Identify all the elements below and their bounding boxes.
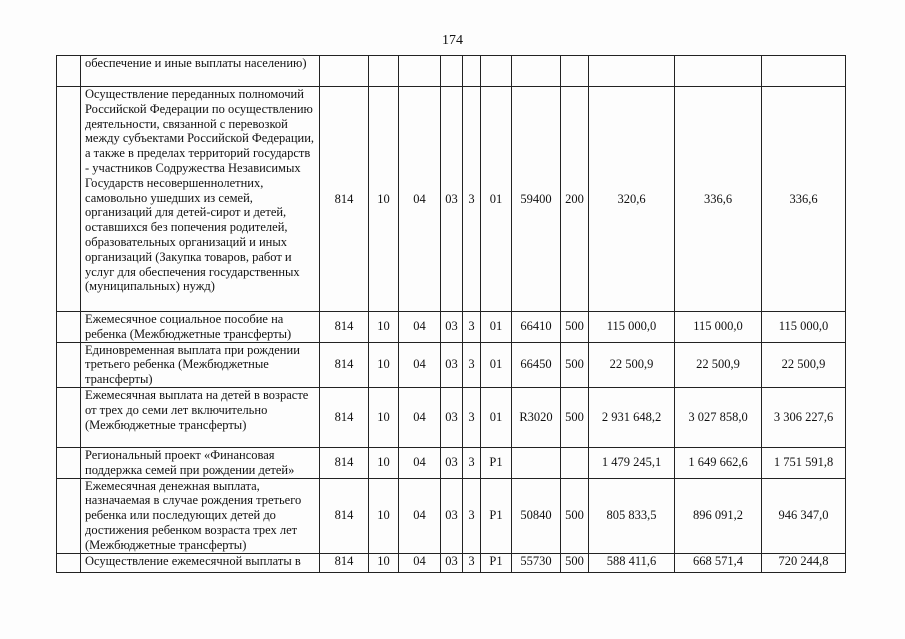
expense-type-cell: 500 [561, 553, 589, 572]
sum-year-2-cell: 115 000,0 [675, 312, 762, 343]
ministry-code-cell: 814 [320, 87, 369, 312]
expense-type-cell: 500 [561, 342, 589, 387]
direction-code-cell: 59400 [512, 87, 561, 312]
event-code-cell: P1 [481, 553, 512, 572]
expense-type-cell: 500 [561, 387, 589, 447]
sum-year-2-cell: 3 027 858,0 [675, 387, 762, 447]
direction-code-cell: R3020 [512, 387, 561, 447]
sum-year-1-cell: 1 479 245,1 [589, 447, 675, 478]
ministry-code-cell: 814 [320, 312, 369, 343]
section-code-cell: 10 [369, 312, 399, 343]
subprogram-code-cell: 3 [463, 447, 481, 478]
row-name-cell: обеспечение и иные выплаты населению) [81, 56, 320, 87]
subsection-code-cell [399, 56, 441, 87]
event-code-cell: 01 [481, 387, 512, 447]
ministry-code-cell [320, 56, 369, 87]
event-code-cell [481, 56, 512, 87]
subprogram-code-cell: 3 [463, 342, 481, 387]
sum-year-3-cell [762, 56, 846, 87]
table-row [57, 312, 846, 343]
budget-table [56, 55, 846, 573]
section-code-cell [369, 56, 399, 87]
subprogram-code-cell: 3 [463, 87, 481, 312]
sum-year-2-cell: 336,6 [675, 87, 762, 312]
program-code-cell: 03 [441, 87, 463, 312]
sum-year-2-cell: 1 649 662,6 [675, 447, 762, 478]
program-code-cell: 03 [441, 447, 463, 478]
section-code-cell: 10 [369, 447, 399, 478]
table-row [57, 447, 846, 478]
row-marker-cell [57, 387, 81, 447]
ministry-code-cell: 814 [320, 387, 369, 447]
sum-year-3-cell: 336,6 [762, 87, 846, 312]
subsection-code-cell: 04 [399, 447, 441, 478]
sum-year-1-cell: 22 500,9 [589, 342, 675, 387]
expense-type-cell: 200 [561, 87, 589, 312]
row-marker-cell [57, 447, 81, 478]
expense-type-cell [561, 447, 589, 478]
row-marker-cell [57, 312, 81, 343]
row-marker-cell [57, 56, 81, 87]
ministry-code-cell: 814 [320, 478, 369, 553]
sum-year-3-cell: 946 347,0 [762, 478, 846, 553]
sum-year-2-cell: 668 571,4 [675, 553, 762, 572]
direction-code-cell: 66410 [512, 312, 561, 343]
program-code-cell [441, 56, 463, 87]
sum-year-1-cell: 588 411,6 [589, 553, 675, 572]
expense-type-cell: 500 [561, 478, 589, 553]
section-code-cell: 10 [369, 342, 399, 387]
sum-year-2-cell [675, 56, 762, 87]
subsection-code-cell: 04 [399, 478, 441, 553]
page-number: 174 [442, 33, 463, 48]
sum-year-1-cell: 2 931 648,2 [589, 387, 675, 447]
ministry-code-cell: 814 [320, 342, 369, 387]
direction-code-cell: 50840 [512, 478, 561, 553]
row-name-cell: Единовременная выплата при рождении третьего ребенка (Межбюджетные трансферты) [81, 342, 320, 387]
subsection-code-cell: 04 [399, 342, 441, 387]
section-code-cell: 10 [369, 478, 399, 553]
direction-code-cell [512, 56, 561, 87]
row-name-cell: Ежемесячная выплата на детей в возрасте от трех до семи лет включительно (Межбюджетные трансферты) [81, 387, 320, 447]
event-code-cell: 01 [481, 87, 512, 312]
program-code-cell: 03 [441, 387, 463, 447]
sum-year-1-cell: 115 000,0 [589, 312, 675, 343]
row-name-cell: Ежемесячная денежная выплата, назначаемая в случае рождения третьего ребенка или последующих детей до достижения ребенком возраста трех лет (Межбюджетные трансферты) [81, 478, 320, 553]
program-code-cell: 03 [441, 342, 463, 387]
direction-code-cell: 66450 [512, 342, 561, 387]
subprogram-code-cell [463, 56, 481, 87]
sum-year-1-cell: 805 833,5 [589, 478, 675, 553]
expense-type-cell: 500 [561, 312, 589, 343]
sum-year-3-cell: 115 000,0 [762, 312, 846, 343]
expense-type-cell [561, 56, 589, 87]
table-row [57, 478, 846, 553]
sum-year-3-cell: 720 244,8 [762, 553, 846, 572]
row-name-cell: Осуществление переданных полномочий Российской Федерации по осуществлению деятельности, связанной с перевозкой между субъектами Российской Федерации, а также в пределах территорий государств - участников Содружества Независимых Государств несовершеннолетних, самовольно ушедших из семей, организаций для детей-сирот и детей, оставшихся без попечения родителей, образовательных организаций и иных организаций (Закупка товаров, работ и услуг для обеспечения государственных (муниципальных) нужд) [81, 87, 320, 312]
event-code-cell: 01 [481, 312, 512, 343]
subsection-code-cell: 04 [399, 553, 441, 572]
event-code-cell: P1 [481, 478, 512, 553]
ministry-code-cell: 814 [320, 447, 369, 478]
table-row [57, 342, 846, 387]
sum-year-1-cell: 320,6 [589, 87, 675, 312]
section-code-cell: 10 [369, 387, 399, 447]
sum-year-2-cell: 22 500,9 [675, 342, 762, 387]
direction-code-cell [512, 447, 561, 478]
direction-code-cell: 55730 [512, 553, 561, 572]
subprogram-code-cell: 3 [463, 478, 481, 553]
table-row [57, 553, 846, 572]
subprogram-code-cell: 3 [463, 387, 481, 447]
row-marker-cell [57, 478, 81, 553]
program-code-cell: 03 [441, 312, 463, 343]
sum-year-3-cell: 22 500,9 [762, 342, 846, 387]
sum-year-3-cell: 3 306 227,6 [762, 387, 846, 447]
row-name-cell: Осуществление ежемесячной выплаты в [81, 553, 320, 572]
subprogram-code-cell: 3 [463, 553, 481, 572]
table-row [57, 56, 846, 87]
subsection-code-cell: 04 [399, 312, 441, 343]
row-marker-cell [57, 553, 81, 572]
row-marker-cell [57, 87, 81, 312]
subprogram-code-cell: 3 [463, 312, 481, 343]
table-row [57, 387, 846, 447]
event-code-cell: 01 [481, 342, 512, 387]
program-code-cell: 03 [441, 478, 463, 553]
subsection-code-cell: 04 [399, 387, 441, 447]
row-name-cell: Ежемесячное социальное пособие на ребенка (Межбюджетные трансферты) [81, 312, 320, 343]
sum-year-1-cell [589, 56, 675, 87]
table-row [57, 87, 846, 312]
section-code-cell: 10 [369, 553, 399, 572]
row-name-cell: Региональный проект «Финансовая поддержка семей при рождении детей» [81, 447, 320, 478]
subsection-code-cell: 04 [399, 87, 441, 312]
sum-year-2-cell: 896 091,2 [675, 478, 762, 553]
section-code-cell: 10 [369, 87, 399, 312]
program-code-cell: 03 [441, 553, 463, 572]
sum-year-3-cell: 1 751 591,8 [762, 447, 846, 478]
ministry-code-cell: 814 [320, 553, 369, 572]
row-marker-cell [57, 342, 81, 387]
event-code-cell: P1 [481, 447, 512, 478]
